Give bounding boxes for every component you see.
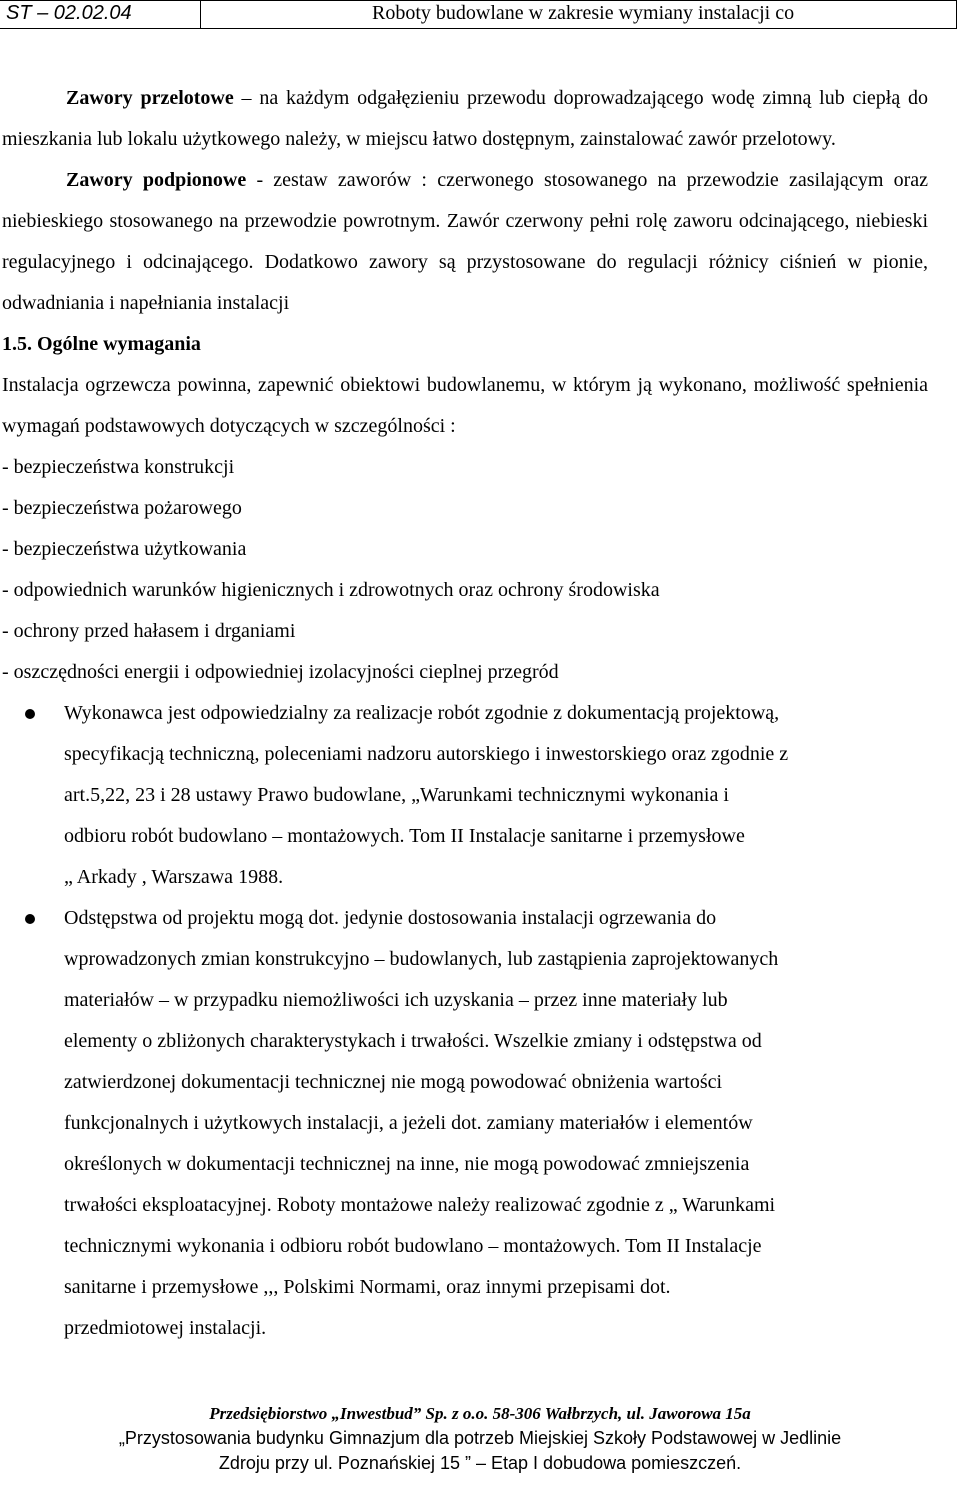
bullet-line: art.5,22, 23 i 28 ustawy Prawo budowlane, „Warunkami technicznymi wykonania i (64, 784, 729, 806)
requirement-item: - bezpieczeństwa konstrukcji (2, 456, 235, 478)
bullet-line: zatwierdzonej dokumentacji technicznej nie mogą powodować obniżenia wartości (64, 1071, 723, 1093)
section-heading-ogolne-wymagania: 1.5. Ogólne wymagania (2, 333, 201, 355)
spec-code: ST – 02.02.04 (6, 2, 132, 24)
footer-project-line-1: „Przystosowania budynku Gimnazjum dla potrzeb Miejskiej Szkoły Podstawowej w Jedlinie (118, 1428, 842, 1448)
bullet-line: przedmiotowej instalacji. (64, 1317, 267, 1339)
paragraph-zawory-przelotowe (2, 78, 928, 160)
requirement-item: - bezpieczeństwa pożarowego (2, 497, 242, 519)
bullet-line: „ Arkady , Warszawa 1988. (64, 866, 284, 888)
bullet-line: Wykonawca jest odpowiedzialny za realizacje robót zgodnie z dokumentacją projektową, (64, 702, 780, 724)
header-divider (200, 1, 201, 28)
paragraph-zawory-podpionowe (2, 160, 928, 324)
requirement-item: - ochrony przed hałasem i drganiami (2, 620, 296, 642)
header-title: Roboty budowlane w zakresie wymiany instalacji co (372, 2, 795, 24)
bullet-line: określonych w dokumentacji technicznej na inne, nie mogą powodować zmniejszenia (64, 1153, 750, 1175)
bullet-list (2, 693, 928, 1349)
bullet-line: odbioru robót budowlano – montażowych. Tom II Instalacje sanitarne i przemysłowe (64, 825, 745, 847)
bullet-line: technicznymi wykonania i odbioru robót budowlano – montażowych. Tom II Instalacje (64, 1235, 762, 1257)
bullet-line: trwałości eksploatacyjnej. Roboty montażowe należy realizować zgodnie z „ Warunkami (64, 1194, 776, 1216)
heading-zawory-przelotowe: Zawory przelotowe (66, 87, 234, 109)
heading-zawory-podpionowe: Zawory podpionowe (66, 169, 247, 191)
bullet-dot-icon (25, 709, 35, 719)
text-zawory-podpionowe: - zestaw zaworów : czerwonego stosowanego na przewodzie zasilającym oraz niebieskiego stosowanego na przewodzie powrotnym. Zawór czerwony pełni rolę zaworu odcinającego, niebieski regulacyjnego i odcinającego. Dodatkowo zawory są przystosowane do regulacji różnicy ciśnień w pionie, odwadniania i napełniania instalacji (2, 169, 928, 314)
bullet-line: elementy o zbliżonych charakterystykach i trwałości. Wszelkie zmiany i odstępstwa od (64, 1030, 762, 1052)
page-footer (0, 1402, 960, 1476)
bullet-line: materiałów – w przypadku niemożliwości ich uzyskania – przez inne materiały lub (64, 989, 728, 1011)
bullet-item-wykonawca (2, 693, 928, 898)
footer-company: Przedsiębiorstwo „Inwestbud” Sp. z o.o. 58-306 Wałbrzych, ul. Jaworowa 15a (209, 1404, 751, 1423)
paragraph-ogolne-wymagania: Instalacja ogrzewcza powinna, zapewnić obiektowi budowlanemu, w którym ją wykonano, możliwość spełnienia wymagań podstawowych dotyczących w szczególności : (2, 374, 928, 437)
requirement-item: - bezpieczeństwa użytkowania (2, 538, 247, 560)
requirement-item: - odpowiednich warunków higienicznych i zdrowotnych oraz ochrony środowiska (2, 579, 660, 601)
bullet-item-odstepstwa (2, 898, 928, 1349)
bullet-line: wprowadzonych zmian konstrukcyjno – budowlanych, lub zastąpienia zaprojektowanych (64, 948, 779, 970)
bullet-line: Odstępstwa od projektu mogą dot. jedynie dostosowania instalacji ogrzewania do (64, 907, 717, 929)
bullet-line: sanitarne i przemysłowe ,,, Polskimi Normami, oraz innymi przepisami dot. (64, 1276, 671, 1298)
footer-project-line-2: Zdroju przy ul. Poznańskiej 15 ” – Etap I dobudowa pomieszczeń. (218, 1453, 742, 1473)
text-zawory-przelotowe: – na każdym odgałęzieniu przewodu doprowadzającego wodę zimną lub ciepłą do mieszkania lub lokalu użytkowego należy, w miejscu łatwo dostępnym, zainstalować zawór przelotowy. (2, 87, 929, 150)
bullet-dot-icon (25, 914, 35, 924)
page-header (0, 0, 957, 29)
requirement-item: - oszczędności energii i odpowiedniej izolacyjności cieplnej przegród (2, 661, 559, 683)
bullet-line: specyfikacją techniczną, poleceniami nadzoru autorskiego i inwestorskiego oraz zgodnie z (64, 743, 789, 765)
document-body (2, 78, 928, 1349)
bullet-line: funkcjonalnych i użytkowych instalacji, a jeżeli dot. zamiany materiałów i elementów (64, 1112, 753, 1134)
